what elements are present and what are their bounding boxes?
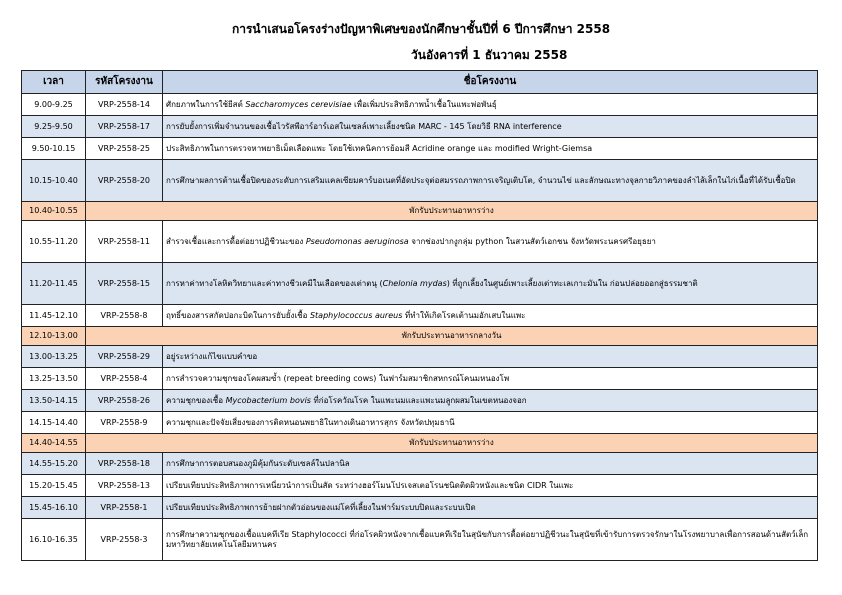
break-label: พักรับประทานอาหารว่าง — [86, 434, 818, 453]
table-row — [22, 497, 818, 519]
project-code-cell: VRP-2558-4 — [86, 368, 163, 390]
project-code-cell: VRP-2558-18 — [86, 453, 163, 475]
table-row — [22, 263, 818, 305]
table-row — [22, 453, 818, 475]
project-name-cell: การสำรวจความชุกของโคผสมซ้ำ (repeat breeding cows) ในฟาร์มสมาชิกสหกรณ์โคนมหนองโพ — [163, 368, 818, 390]
table-row — [22, 138, 818, 160]
time-cell: 14.40-14.55 — [22, 434, 86, 453]
project-code-cell: VRP-2558-26 — [86, 390, 163, 412]
time-cell: 14.15-14.40 — [22, 412, 86, 434]
project-name-cell: การศึกษาความชุกของเชื้อแบคทีเรีย Staphylococci ที่ก่อโรคผิวหนังจากเชื้อแบคทีเรียในสุนัขกับการดื้อต่อยาปฏิชีวนะในสุนัขที่เข้ารับการตรวจรักษาในโรงพยาบาลเพื่อการสอนด้านสัตว์เล็ก มหาวิทยาลัยเทคโนโลยีมหานคร — [163, 519, 818, 561]
time-cell: 10.15-10.40 — [22, 160, 86, 202]
project-name-cell: ความชุกและปัจจัยเสี่ยงของการติดหนอนพยาธิในทางเดินอาหารสุกร จังหวัดปทุมธานี — [163, 412, 818, 434]
header-code: รหัสโครงงาน — [86, 71, 163, 94]
project-name-cell: การยับยั้งการเพิ่มจำนวนของเชื้อไวรัสพีอาร์อาร์เอสในเซลล์เพาะเลี้ยงชนิด MARC - 145 โดยวิธี RNA interference — [163, 116, 818, 138]
project-code-cell: VRP-2558-1 — [86, 497, 163, 519]
time-cell: 15.45-16.10 — [22, 497, 86, 519]
project-code-cell: VRP-2558-3 — [86, 519, 163, 561]
break-label: พักรับประทานอาหารกลางวัน — [86, 327, 818, 346]
time-cell: 9.50-10.15 — [22, 138, 86, 160]
project-name-cell: เปรียบเทียบประสิทธิภาพการย้ายฝากตัวอ่อนของแม่โคที่เลี้ยงในฟาร์มระบบปิดและระบบเปิด — [163, 497, 818, 519]
table-row — [22, 475, 818, 497]
header-time: เวลา — [22, 71, 86, 94]
project-name-cell: สำรวจเชื้อและการดื้อต่อยาปฏิชีวนะของ Pseudomonas aeruginosa จากช่องปากงูกลุ่ม python ในสวนสัตว์เอกชน จังหวัดพระนครศรีอยุธยา — [163, 221, 818, 263]
project-name-cell: การหาค่าทางโลหิตวิทยาและค่าทางชีวเคมีในเลือดของเต่าตนุ (Chelonia mydas) ที่ถูกเลี้ยงในศูนย์เพาะเลี้ยงเต่าทะเลเกาะมันใน ก่อนปล่อยออกสู่ธรรมชาติ — [163, 263, 818, 305]
break-row — [22, 434, 818, 453]
table-row — [22, 160, 818, 202]
table-row — [22, 221, 818, 263]
table-row — [22, 305, 818, 327]
project-code-cell: VRP-2558-29 — [86, 346, 163, 368]
table-row — [22, 346, 818, 368]
break-row — [22, 327, 818, 346]
time-cell: 10.40-10.55 — [22, 202, 86, 221]
project-name-cell: ความชุกของเชื้อ Mycobacterium bovis ที่ก่อโรควัณโรค ในแพะนมและแพะนมลูกผสมในเขตหนองจอก — [163, 390, 818, 412]
project-code-cell: VRP-2558-11 — [86, 221, 163, 263]
break-row — [22, 202, 818, 221]
project-name-cell: เปรียบเทียบประสิทธิภาพการเหนี่ยวนำการเป็นสัด ระหว่างฮอร์โมนโปรเจสเตอโรนชนิดติดผิวหนังและชนิด CIDR ในแพะ — [163, 475, 818, 497]
time-cell: 12.10-13.00 — [22, 327, 86, 346]
table-row — [22, 94, 818, 116]
table-row — [22, 116, 818, 138]
project-code-cell: VRP-2558-8 — [86, 305, 163, 327]
schedule-body — [22, 94, 818, 561]
project-code-cell: VRP-2558-17 — [86, 116, 163, 138]
time-cell: 10.55-11.20 — [22, 221, 86, 263]
time-cell: 14.55-15.20 — [22, 453, 86, 475]
header-name: ชื่อโครงงาน — [163, 71, 818, 94]
break-label: พักรับประทานอาหารว่าง — [86, 202, 818, 221]
project-code-cell: VRP-2558-20 — [86, 160, 163, 202]
project-name-cell: ประสิทธิภาพในการตรวจหาพยาธิเม็ดเลือดแพะ โดยใช้เทคนิคการย้อมสี Acridine orange และ modified Wright-Giemsa — [163, 138, 818, 160]
time-cell: 15.20-15.45 — [22, 475, 86, 497]
project-code-cell: VRP-2558-9 — [86, 412, 163, 434]
time-cell: 11.45-12.10 — [22, 305, 86, 327]
project-name-cell: อยู่ระหว่างแก้ไขแบบคำขอ — [163, 346, 818, 368]
table-row — [22, 368, 818, 390]
time-cell: 16.10-16.35 — [22, 519, 86, 561]
project-code-cell: VRP-2558-14 — [86, 94, 163, 116]
table-header-row — [22, 71, 818, 94]
table-row — [22, 412, 818, 434]
time-cell: 13.25-13.50 — [22, 368, 86, 390]
time-cell: 9.25-9.50 — [22, 116, 86, 138]
project-code-cell: VRP-2558-15 — [86, 263, 163, 305]
page-date: วันอังคารที่ 1 ธันวาคม 2558 — [411, 48, 568, 62]
project-name-cell: ฤทธิ์ของสารสกัดปอกะบิดในการยับยั้งเชื้อ Staphylococcus aureus ที่ทำให้เกิดโรคเต้านมอักเสบในแพะ — [163, 305, 818, 327]
time-cell: 13.00-13.25 — [22, 346, 86, 368]
schedule-table — [21, 70, 818, 561]
project-code-cell: VRP-2558-25 — [86, 138, 163, 160]
time-cell: 13.50-14.15 — [22, 390, 86, 412]
table-row — [22, 519, 818, 561]
time-cell: 11.20-11.45 — [22, 263, 86, 305]
table-row — [22, 390, 818, 412]
page-title: การนำเสนอโครงร่างปัญหาพิเศษของนักศึกษาชั้นปีที่ 6 ปีการศึกษา 2558 — [231, 22, 611, 36]
project-code-cell: VRP-2558-13 — [86, 475, 163, 497]
time-cell: 9.00-9.25 — [22, 94, 86, 116]
project-name-cell: ศักยภาพในการใช้ยีสต์ Saccharomyces cerevisiae เพื่อเพิ่มประสิทธิภาพน้ำเชื้อในแพะพ่อพันธุ์ — [163, 94, 818, 116]
project-name-cell: การศึกษาผลการต้านเชื้อปิดของระดับการเสริมแคลเซียมคาร์บอเนตที่อัดประจุต่อสมรรถภาพการเจริญเติบโต, จำนวนไข่ และลักษณะทางจุลกายวิภาคของลำไส้เล็กในไก่เนื้อที่ได้รับเชื้อปิด — [163, 160, 818, 202]
project-name-cell: การศึกษาการตอบสนองภูมิคุ้มกันระดับเซลล์ในปลานิล — [163, 453, 818, 475]
